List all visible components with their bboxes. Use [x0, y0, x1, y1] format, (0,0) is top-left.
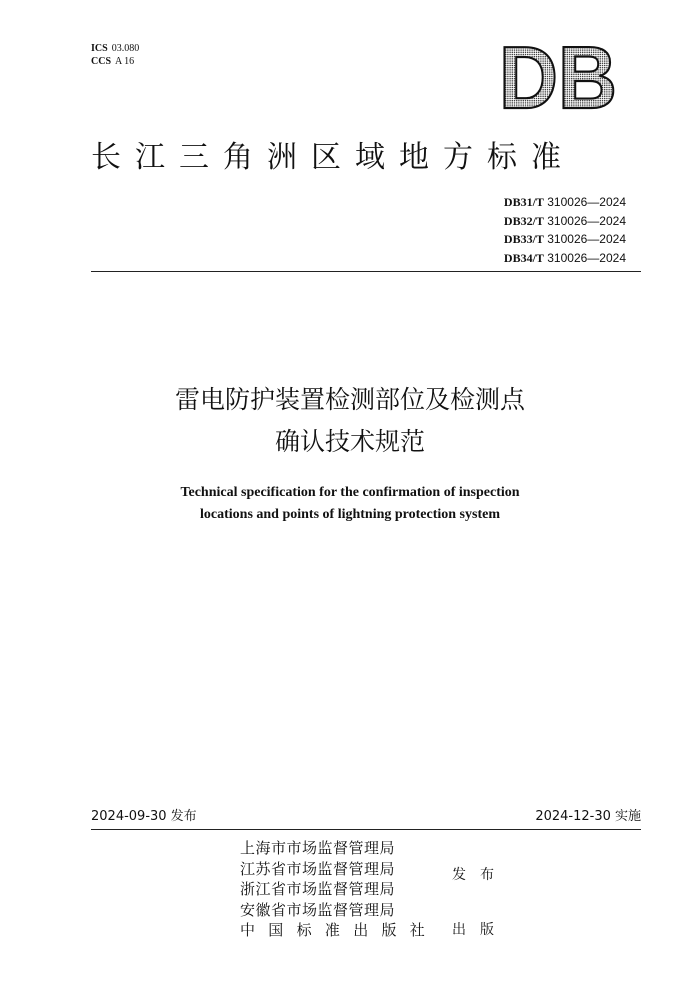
title-zh-line-2: 确认技术规范	[274, 427, 425, 456]
issuer: 安徽省市场监督管理局	[240, 900, 396, 919]
ics-label: ICS	[91, 43, 108, 54]
db-logo-text: DB	[499, 38, 617, 112]
issue-label: 发布	[452, 867, 508, 883]
standard-number: DB31/T 310026—2024	[503, 195, 626, 209]
title-en-line-2: locations and points of lightning protection system	[200, 507, 500, 522]
classification-codes	[91, 42, 139, 68]
standard-numbers	[504, 193, 626, 267]
issuer: 浙江省市场监督管理局	[240, 880, 396, 898]
ics-value: 03.080	[111, 43, 140, 54]
ccs-label: CCS	[91, 56, 112, 67]
db-logo	[498, 38, 620, 112]
issuer-list	[240, 838, 395, 920]
region-standard-title: 长江三角洲区域地方标准	[91, 140, 575, 175]
issue-date: 2024-09-30 发布	[91, 809, 197, 824]
issuer: 江苏省市场监督管理局	[240, 859, 396, 878]
standard-number: DB32/T 310026—2024	[503, 213, 626, 228]
title-zh-line-1: 雷电防护装置检测部位及检测点	[174, 385, 525, 414]
publish-label: 出版	[452, 922, 508, 938]
bottom-divider	[91, 829, 641, 830]
ics-code	[91, 42, 139, 55]
standard-number: DB33/T 310026—2024	[503, 232, 626, 246]
ccs-code	[91, 55, 139, 68]
top-divider	[91, 271, 641, 272]
issuer: 上海市市场监督管理局	[240, 839, 396, 857]
publisher: 中国标准出版社	[240, 921, 439, 939]
title-en-line-1: Technical specification for the confirmation of inspection	[180, 485, 520, 500]
standard-number: DB34/T 310026—2024	[503, 250, 626, 265]
ccs-value: A 16	[115, 56, 135, 67]
implement-date: 2024-12-30 实施	[535, 809, 641, 824]
